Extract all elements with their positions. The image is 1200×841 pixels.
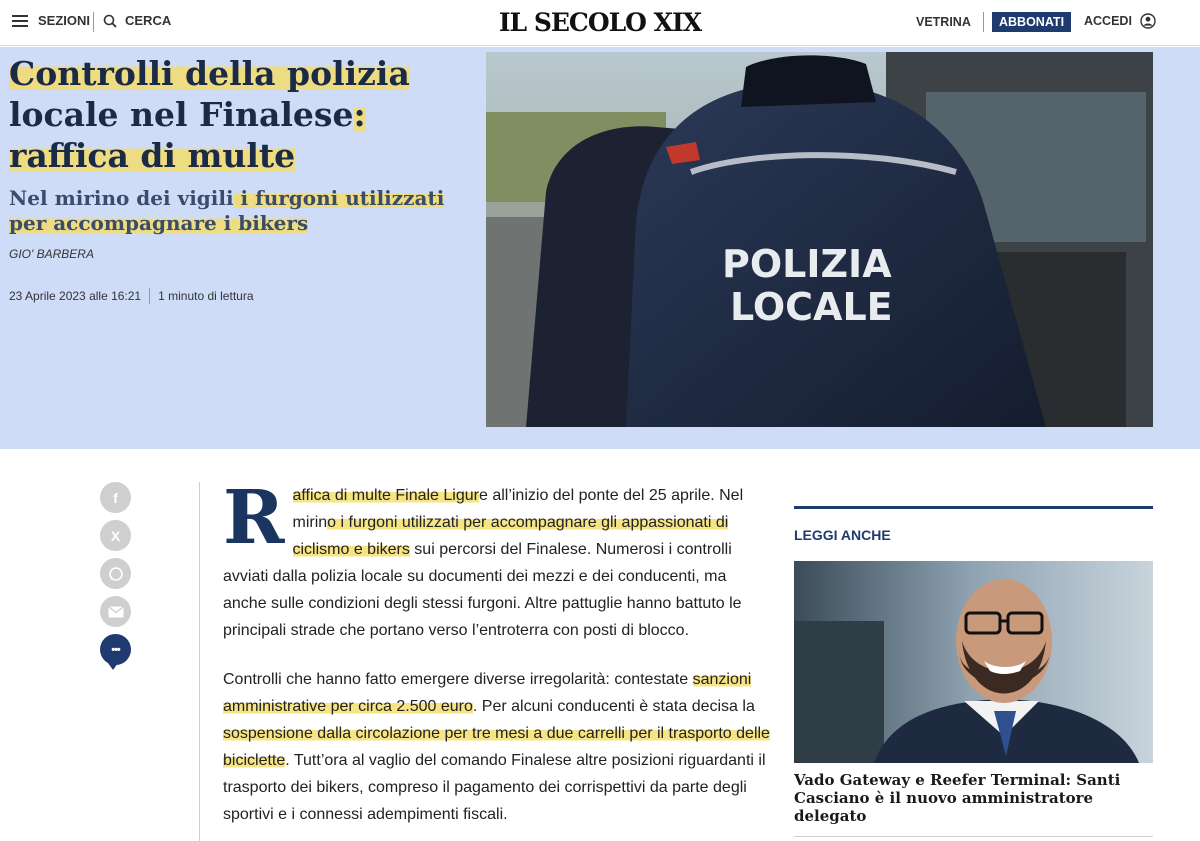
column-divider bbox=[199, 482, 200, 841]
related-article-photo[interactable] bbox=[794, 561, 1153, 763]
publish-date: 23 Aprile 2023 alle 16:21 bbox=[9, 289, 142, 303]
photo-text: POLIZIA bbox=[722, 242, 892, 286]
subscribe-button[interactable]: ABBONATI bbox=[992, 12, 1071, 32]
vetrina-link[interactable]: VETRINA bbox=[916, 15, 971, 29]
top-navigation-bar bbox=[0, 0, 1200, 46]
x-icon[interactable]: X bbox=[100, 520, 131, 551]
user-icon bbox=[1140, 13, 1156, 29]
photo-text: LOCALE bbox=[730, 285, 893, 329]
related-sidebar bbox=[794, 506, 1153, 825]
article-author[interactable]: GIO' BARBERA bbox=[9, 247, 94, 261]
comment-icon[interactable]: ••• bbox=[100, 634, 131, 665]
header-divider bbox=[983, 12, 984, 32]
drop-cap: R bbox=[223, 475, 285, 561]
sidebar-divider bbox=[794, 836, 1153, 837]
email-icon[interactable] bbox=[100, 596, 131, 627]
search-label: CERCA bbox=[125, 13, 172, 28]
reading-time: 1 minuto di lettura bbox=[158, 289, 254, 303]
related-article-title[interactable]: Vado Gateway e Reefer Terminal: Santi Casciano è il nuovo amministratore delegato bbox=[794, 771, 1121, 825]
sections-label: SEZIONI bbox=[38, 13, 91, 28]
article-body bbox=[223, 475, 771, 841]
site-logo[interactable]: IL SECOLO XIX bbox=[498, 8, 702, 37]
article-subtitle: Nel mirino dei vigili i furgoni utilizzati per accompagnare i bikers bbox=[9, 186, 445, 235]
article-title: Controlli della polizia locale nel Finalese: raffica di multe bbox=[9, 54, 410, 175]
hero-photo bbox=[486, 52, 1153, 427]
meta-divider bbox=[149, 288, 150, 304]
facebook-icon[interactable]: f bbox=[100, 482, 131, 513]
login-button[interactable] bbox=[1084, 13, 1156, 29]
article-paragraph: Raffica di multe Finale Ligure all’inizio del ponte del 25 aprile. Nel mirino i furgoni utilizzati per accompagnare gli appassionati di ciclismo e bikers sui percorsi del Finalese. Numerosi i controlli avviati dalla polizia locale su documenti dei mezzi e dei conducenti, ma anche sulle condizioni degli stessi furgoni. Altre pattuglie hanno battuto le principali strade che portano verso l’entroterra con posti di blocco. bbox=[223, 475, 744, 639]
whatsapp-icon[interactable] bbox=[100, 558, 131, 589]
sidebar-rule bbox=[794, 506, 1153, 509]
article-paragraph: Controlli che hanno fatto emergere diverse irregolarità: contestate sanzioni amministrative per circa 2.500 euro. Per alcuni conducenti è stata decisa la sospensione dalla circolazione per tre mesi a due carrelli per il trasporto delle biciclette. Tutt’ora al vaglio del comando Finalese altre posizioni riguardanti il trasporto dei bikers, compreso il pagamento dei corrispettivi da parte degli sportivi e i connessi adempimenti fiscali. bbox=[223, 671, 770, 823]
related-heading: LEGGI ANCHE bbox=[794, 527, 891, 543]
login-label: ACCEDI bbox=[1084, 14, 1132, 28]
article-meta bbox=[9, 288, 254, 304]
share-toolbar bbox=[100, 482, 131, 665]
